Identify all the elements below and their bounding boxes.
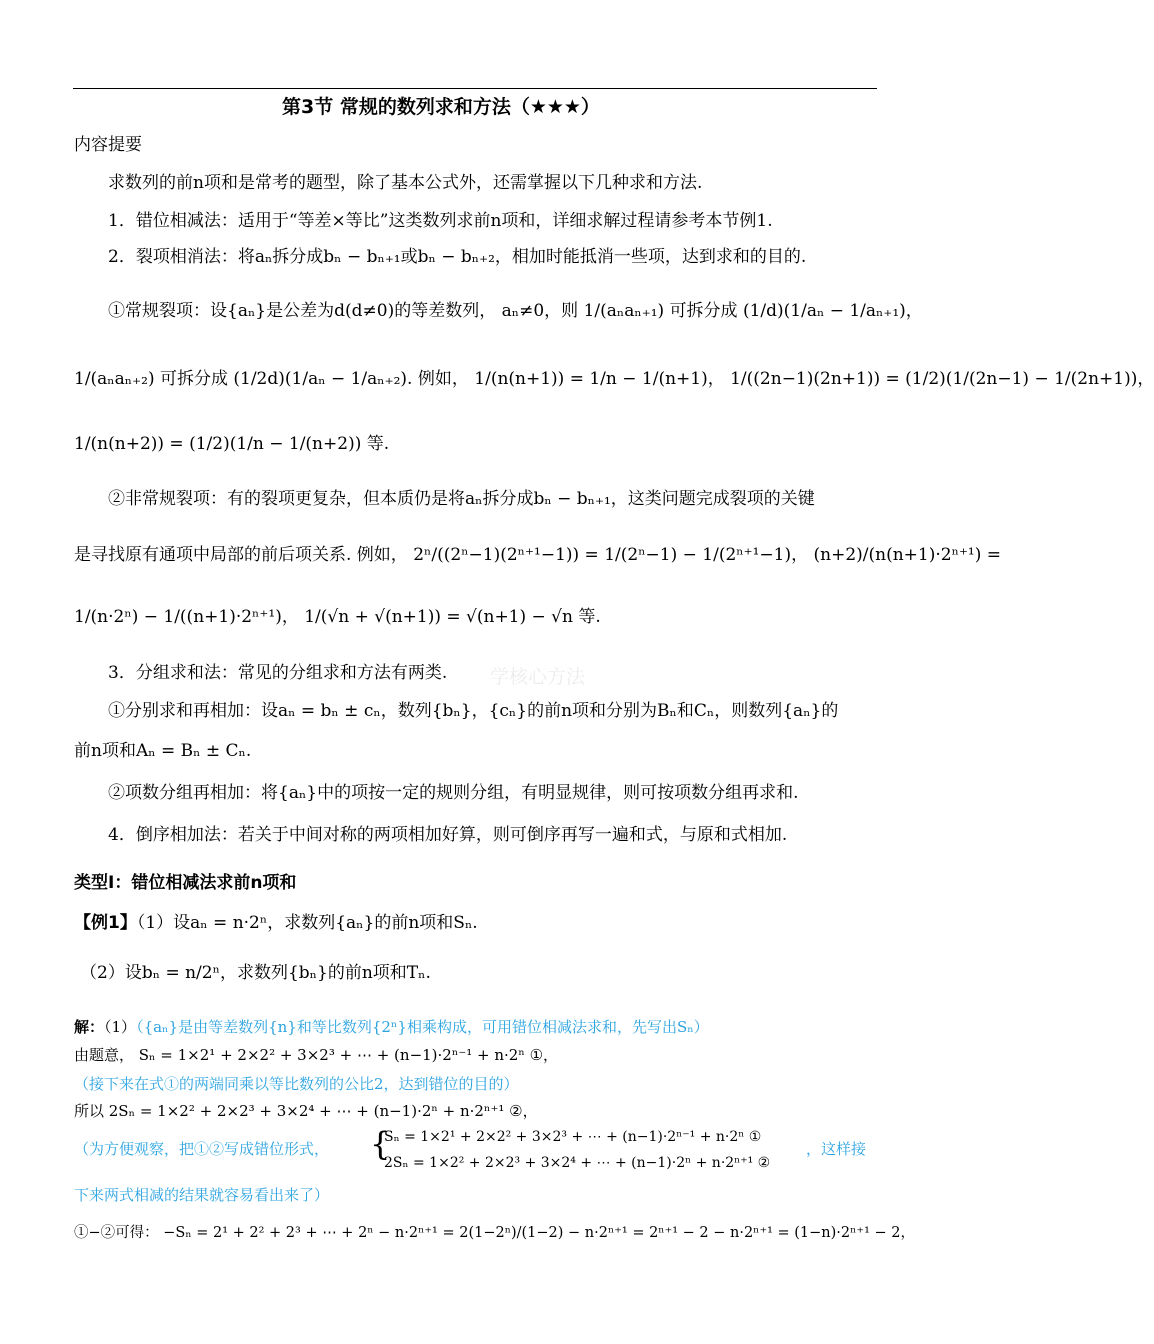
solution-note-3-end: ，这样接: [806, 1140, 867, 1158]
regular-split-line-3: 1/(n(n+2)) = (1/2)(1/n − 1/(n+2)) 等.: [74, 434, 390, 454]
irregular-split-line-3: 1/(n·2ⁿ) − 1/((n+1)·2ⁿ⁺¹)， 1/(√n + √(n+1)) = √(n+1) − √n 等.: [74, 607, 601, 627]
summary-heading: 内容提要: [74, 135, 142, 155]
solution-note-3-start: （为方便观察，把①②写成错位形式，: [74, 1140, 330, 1158]
example-label: 【例1】: [74, 913, 137, 933]
irregular-split-line-2: 是寻找原有通项中局部的前后项关系. 例如， 2ⁿ/((2ⁿ−1)(2ⁿ⁺¹−1)) = 1/(2ⁿ−1) − 1/(2ⁿ⁺¹−1)， (n+2)/(n(n+1)·2ⁿ⁺¹) =: [74, 545, 1002, 565]
group-sum-line-1: ①分别求和再相加：设aₙ = bₙ ± cₙ，数列{bₙ}，{cₙ}的前n项和分别为Bₙ和Cₙ，则数列{aₙ}的: [108, 701, 839, 721]
solution-note-2: （接下来在式①的两端同乘以等比数列的公比2，达到错位的目的）: [74, 1075, 519, 1093]
solution-label: 解：: [74, 1018, 105, 1036]
system-equation-2: 2Sₙ = 1×2² + 2×2³ + 3×2⁴ + ⋯ + (n−1)·2ⁿ + n·2ⁿ⁺¹ ②: [384, 1155, 771, 1171]
system-brace: {: [370, 1125, 391, 1163]
regular-split-line-2: 1/(aₙaₙ₊₂) 可拆分成 (1/2d)(1/aₙ − 1/aₙ₊₂). 例如， 1/(n(n+1)) = 1/n − 1/(n+1)， 1/((2n−1)(2n+1)) = (1/2)(1/(2n−1) − 1/(2n+1))，: [74, 369, 1154, 389]
top-rule: [73, 88, 877, 89]
example-1-question-1: （1）设aₙ = n·2ⁿ，求数列{aₙ}的前n项和Sₙ.: [136, 913, 478, 933]
intro-line: 求数列的前n项和是常考的题型，除了基本公式外，还需掌握以下几种求和方法.: [108, 173, 703, 193]
regular-split-line-1: ①常规裂项：设{aₙ}是公差为d(d≠0)的等差数列， aₙ≠0，则 1/(aₙaₙ₊₁) 可拆分成 (1/d)(1/aₙ − 1/aₙ₊₁)，: [108, 301, 923, 321]
group-sum-line-2: 前n项和Aₙ = Bₙ ± Cₙ.: [74, 741, 252, 761]
method-3: 3．分组求和法：常见的分组求和方法有两类.: [108, 663, 448, 683]
solution-note-3-continued: 下来两式相减的结果就容易看出来了）: [74, 1186, 330, 1204]
type-1-heading: 类型Ⅰ：错位相减法求前n项和: [74, 873, 297, 893]
example-1-part-2: （2）设bₙ = n/2ⁿ，求数列{bₙ}的前n项和Tₙ.: [80, 963, 431, 983]
method-1: 1．错位相减法：适用于“等差×等比”这类数列求前n项和，详细求解过程请参考本节例1.: [108, 211, 773, 231]
solution-line-1: [74, 1016, 709, 1038]
solution-step-3: ①−②可得： −Sₙ = 2¹ + 2² + 2³ + ⋯ + 2ⁿ − n·2ⁿ⁺¹ = 2(1−2ⁿ)/(1−2) − n·2ⁿ⁺¹ = 2ⁿ⁺¹ − 2 − n·2ⁿ⁺¹ = (1−n)·2ⁿ⁺¹ − 2，: [74, 1225, 915, 1241]
method-2: 2．裂项相消法：将aₙ拆分成bₙ − bₙ₊₁或bₙ − bₙ₊₂，相加时能抵消一些项，达到求和的目的.: [108, 247, 807, 267]
irregular-split-line-1: ②非常规裂项：有的裂项更复杂，但本质仍是将aₙ拆分成bₙ − bₙ₊₁，这类问题完成裂项的关键: [108, 489, 815, 509]
solution-part: （1）: [104, 1018, 137, 1036]
solution-step-1: 由题意， Sₙ = 1×2¹ + 2×2² + 3×2³ + ⋯ + (n−1)·2ⁿ⁻¹ + n·2ⁿ ①，: [74, 1046, 559, 1064]
solution-step-2: 所以 2Sₙ = 1×2² + 2×2³ + 3×2⁴ + ⋯ + (n−1)·2ⁿ + n·2ⁿ⁺¹ ②，: [74, 1102, 538, 1120]
watermark: 学核心方法: [490, 666, 586, 688]
example-1-part-1: [74, 912, 478, 934]
solution-note-1: （{aₙ}是由等差数列{n}和等比数列{2ⁿ}相乘构成，可用错位相减法求和，先写出Sₙ）: [136, 1018, 709, 1036]
group-sum-line-3: ②项数分组再相加：将{aₙ}中的项按一定的规则分组，有明显规律，则可按项数分组再求和.: [108, 783, 799, 803]
system-equation-1: Sₙ = 1×2¹ + 2×2² + 3×2³ + ⋯ + (n−1)·2ⁿ⁻¹ + n·2ⁿ ①: [384, 1129, 762, 1145]
page-title: 第3节 常规的数列求和方法（★★★）: [282, 96, 600, 118]
method-4: 4．倒序相加法：若关于中间对称的两项相加好算，则可倒序再写一遍和式，与原和式相加.: [108, 825, 788, 845]
